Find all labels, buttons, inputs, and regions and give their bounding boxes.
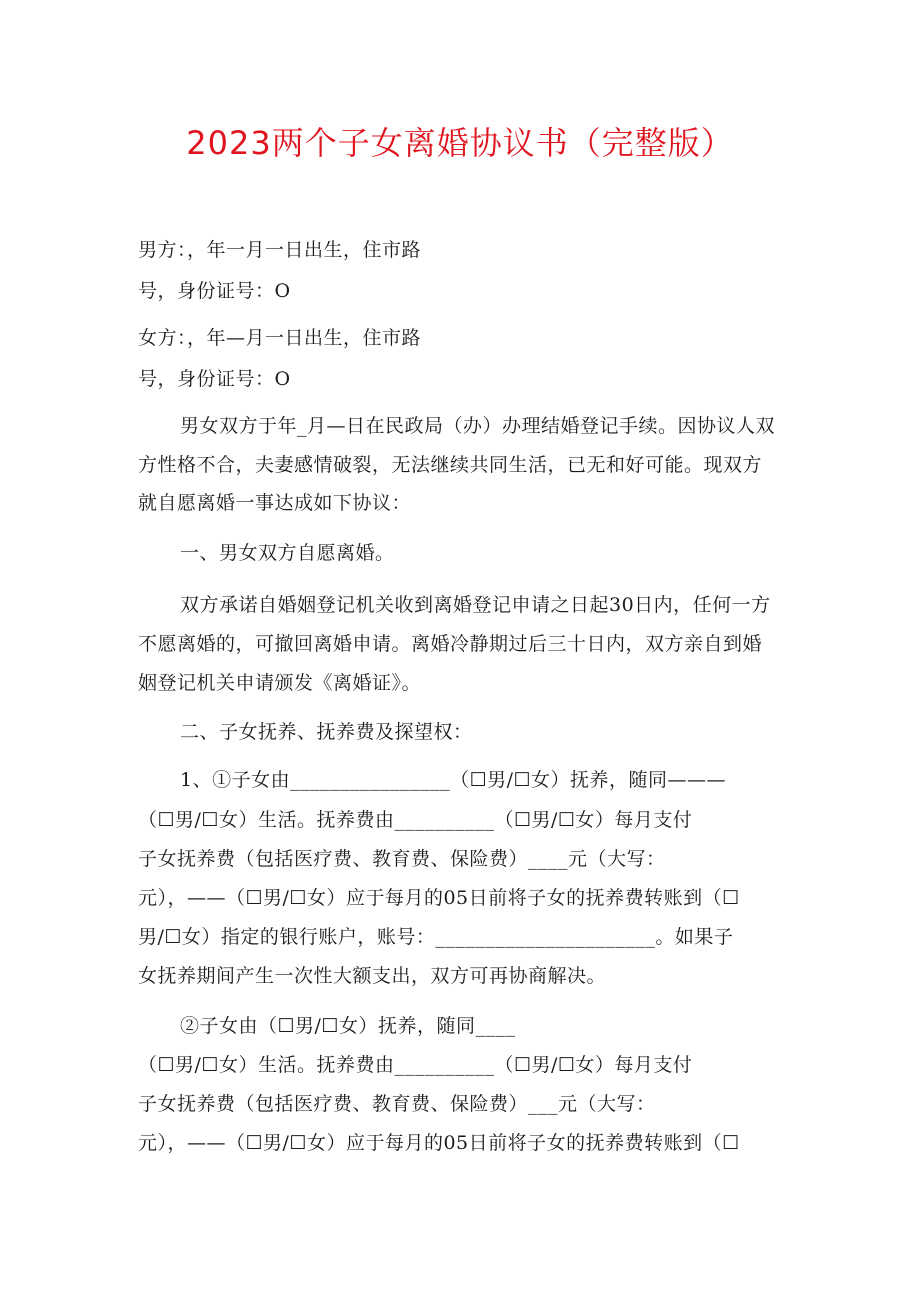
text-line-preamble-1: 男女双方于年_月—日在民政局（办）办理结婚登记手续。因协议人双 [180, 415, 776, 437]
text-line-section1-3: 姻登记机关申请颁发《离婚证》。 [138, 672, 422, 694]
text-line-child1-1: 1、①子女由________________（☐男/☐女）抚养，随同——— [180, 769, 727, 791]
text-line-child1-3: 子女抚养费（包括医疗费、教育费、保险费）____元（大写： [138, 848, 666, 870]
text-line-female-party: 女方：，年—月一日出生，住市路 [138, 327, 422, 349]
text-line-child1-4: 元），——（☐男/☐女）应于每月的05日前将子女的抚养费转账到（☐ [138, 887, 740, 909]
text-line-child1-6: 女抚养期间产生一次性大额支出，双方可再协商解决。 [138, 965, 607, 987]
document-title: 2023两个子女离婚协议书（完整版） [186, 124, 734, 162]
text-line-male-party: 男方：，年一月一日出生，住市路 [138, 239, 422, 261]
text-line-child2-1: ②子女由（☐男/☐女）抚养，随同____ [180, 1015, 516, 1037]
text-line-child2-2: （☐男/☐女）生活。抚养费由__________（☐男/☐女）每月支付 [138, 1054, 693, 1076]
text-line-male-id: 号，身份证号：O [138, 280, 291, 302]
text-line-child1-5: 男/☐女）指定的银行账户，账号：______________________。如果子 [138, 926, 734, 948]
section-heading-1: 一、男女双方自愿离婚。 [180, 542, 395, 564]
text-line-preamble-2: 方性格不合，夫妻感情破裂，无法继续共同生活，已无和好可能。现双方 [138, 454, 763, 476]
section-heading-2: 二、子女抚养、抚养费及探望权： [180, 721, 473, 743]
text-line-child2-4: 元），——（☐男/☐女）应于每月的05日前将子女的抚养费转账到（☐ [138, 1132, 740, 1154]
text-line-section1-2: 不愿离婚的，可撤回离婚申请。离婚冷静期过后三十日内，双方亲自到婚 [138, 633, 763, 655]
text-line-child1-2: （☐男/☐女）生活。抚养费由__________（☐男/☐女）每月支付 [138, 809, 693, 831]
text-line-female-id: 号，身份证号：O [138, 368, 291, 390]
text-line-child2-3: 子女抚养费（包括医疗费、教育费、保险费）___元（大写： [138, 1093, 656, 1115]
text-line-preamble-3: 就自愿离婚一事达成如下协议： [138, 492, 412, 514]
text-line-section1-1: 双方承诺自婚姻登记机关收到离婚登记申请之日起30日内，任何一方 [180, 594, 771, 616]
